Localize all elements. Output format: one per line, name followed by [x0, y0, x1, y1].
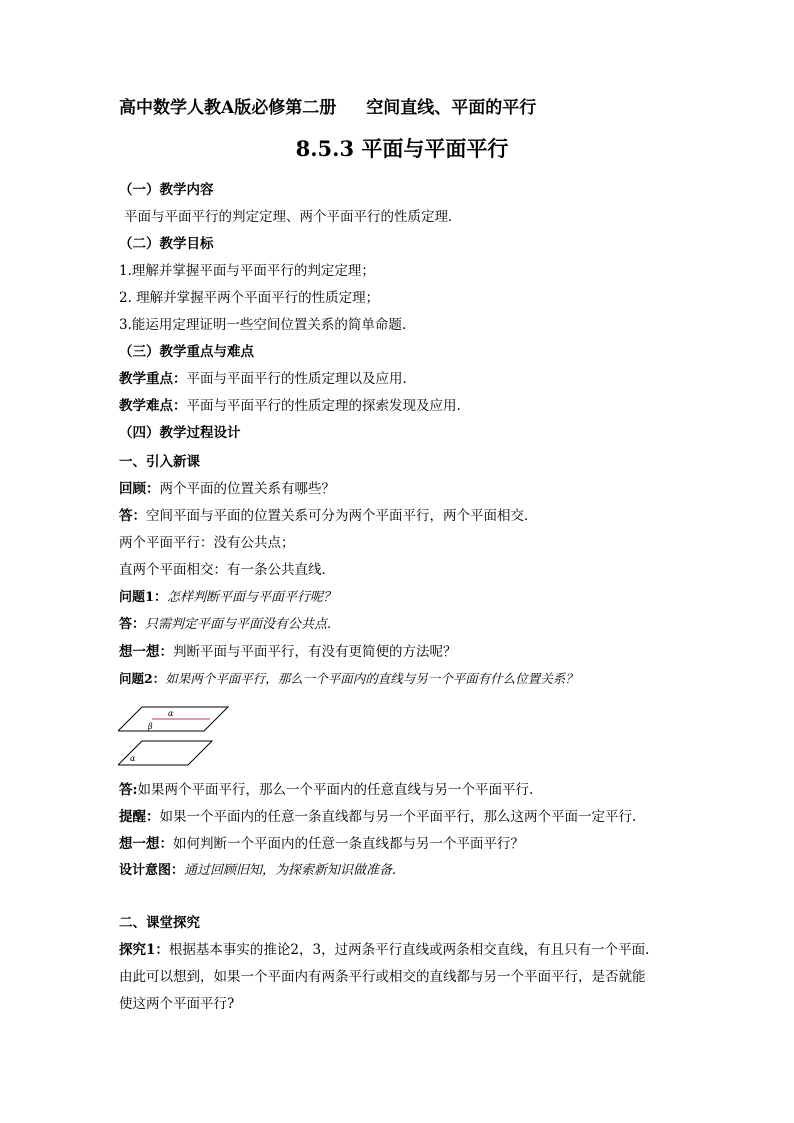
document-header: [119, 96, 536, 120]
intersect-definition: 直两个平面相交：有一条公共直线．: [119, 562, 335, 578]
explore-1-text: 根据基本事实的推论2，3，过两条平行直线或两条相交直线，有且只有一个平面.: [168, 942, 650, 958]
question-1-text: 怎样判断平面与平面平行呢？: [167, 590, 337, 605]
design-intent-label: 设计意图：: [119, 863, 185, 878]
answer-2-label: 答:: [119, 782, 138, 798]
review-answer: [119, 506, 538, 526]
reminder-label: 提醒：: [119, 809, 160, 825]
difficult-point-text: 平面与平面平行的性质定理的探索发现及应用.: [186, 398, 461, 414]
think-1-label: 想一想：: [119, 644, 173, 660]
think-1: [119, 642, 457, 662]
difficult-point-label: 教学难点：: [119, 398, 187, 414]
question-1-label: 问题1：: [119, 590, 168, 605]
key-point-label: 教学重点：: [119, 371, 187, 387]
answer-2-text: 如果两个平面平行，那么一个平面内的任意直线与另一个平面平行.: [137, 782, 534, 798]
content-text: 平面与平面平行的判定定理、两个平面平行的性质定理．: [124, 209, 462, 225]
chapter-name: 空间直线、平面的平行: [366, 98, 537, 118]
review-label: 回顾：: [119, 481, 160, 497]
design-intent-text: 通过回顾旧知，为探索新知识做准备.: [184, 863, 397, 878]
label-beta: β: [148, 722, 153, 731]
label-alpha-bottom: α: [130, 754, 136, 763]
think-1-text: 判断平面与平面平行，有没有更简便的方法呢？: [173, 644, 457, 660]
explore-1-line-3: 使这两个平面平行?: [119, 996, 235, 1012]
reminder: [119, 807, 636, 827]
design-intent: [119, 861, 396, 881]
reminder-text: 如果一个平面内的任意一条直线都与另一个平面平行，那么这两个平面一定平行.: [159, 809, 637, 825]
explore-1-line-2: 由此可以想到，如果一个平面内有两条平行或相交的直线都与另一个平面平行，是否就能: [119, 969, 646, 985]
goal-item-2: 2. 理解并掌握平两个平面平行的性质定理；: [119, 290, 380, 306]
question-1: [119, 588, 336, 608]
think-2: [119, 834, 524, 854]
review-question: [119, 479, 335, 499]
explore-1: [119, 940, 649, 960]
difficult-point: [119, 396, 461, 416]
course-name: 高中数学人教A版必修第二册: [119, 98, 337, 118]
key-point-text: 平面与平面平行的性质定理以及应用.: [186, 371, 407, 387]
section-heading-content: （一）教学内容: [119, 182, 214, 198]
parallel-definition: 两个平面平行：没有公共点；: [119, 535, 295, 551]
question-2: [119, 669, 578, 689]
section-heading-keypoints: （三）教学重点与难点: [119, 344, 254, 360]
review-text: 两个平面的位置关系有哪些？: [159, 481, 335, 497]
answer-label: 答：: [119, 508, 146, 524]
think-2-label: 想一想：: [119, 836, 173, 852]
answer-1-label: 答：: [119, 617, 146, 632]
section-heading-goals: （二）教学目标: [119, 236, 214, 252]
goal-item-1: 1.理解并掌握平面与平面平行的判定定理；: [119, 263, 375, 279]
explore-1-label: 探究1：: [119, 942, 169, 958]
label-alpha-top: α: [168, 709, 174, 718]
section-heading-process: （四）教学过程设计: [119, 425, 241, 441]
part-heading-explore: 二、课堂探究: [119, 915, 200, 931]
parallel-planes-figure: [118, 703, 234, 775]
question-2-label: 问题2：: [119, 671, 166, 686]
answer-1-text: 只需判定平面与平面没有公共点.: [145, 617, 332, 632]
think-2-text: 如何判断一个平面内的任意一条直线都与另一个平面平行？: [173, 836, 524, 852]
answer-1: [119, 615, 331, 635]
lesson-title: 8.5.3 平面与平面平行: [295, 136, 509, 161]
answer-text: 空间平面与平面的位置关系可分为两个平面平行，两个平面相交．: [146, 508, 538, 524]
key-point: [119, 369, 407, 389]
goal-item-3: 3.能运用定理证明一些空间位置关系的简单命题.: [119, 317, 407, 333]
part-heading-intro: 一、引入新课: [119, 454, 200, 470]
question-2-text: 如果两个平面平行，那么一个平面内的直线与另一个平面有什么位置关系？: [165, 671, 578, 686]
answer-2: [119, 780, 533, 800]
